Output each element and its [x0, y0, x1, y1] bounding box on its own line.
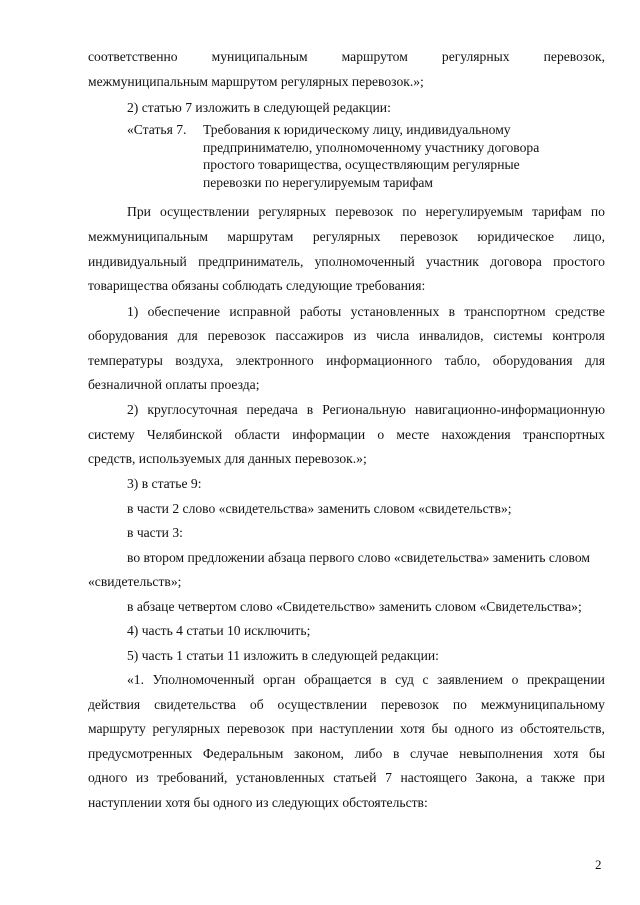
paragraph-line: во втором предложении абзаца первого слово «свидетельства» заменить словом	[127, 550, 590, 565]
word: для	[585, 353, 605, 368]
word: области	[234, 427, 280, 442]
word: по	[452, 697, 467, 712]
word: с	[422, 672, 429, 687]
word: контроля	[552, 328, 605, 343]
paragraph-line: в части 3:	[127, 525, 183, 540]
word: электронного	[235, 353, 314, 368]
word: оборудования	[88, 328, 168, 343]
word: а	[526, 770, 533, 785]
word: обращается	[304, 672, 372, 687]
word: регулярных	[258, 204, 327, 219]
word: настоящего	[400, 770, 467, 785]
word: передача	[246, 402, 298, 417]
word: об	[249, 697, 264, 712]
word: в	[380, 672, 387, 687]
paragraph-line	[88, 48, 605, 66]
paragraph-line	[88, 352, 605, 370]
word: при	[583, 770, 605, 785]
paragraph-line: товарищества обязаны соблюдать следующие требования:	[88, 278, 426, 293]
word: При	[127, 204, 151, 219]
word: по	[590, 204, 605, 219]
word: числа	[376, 328, 410, 343]
word: перевозок	[335, 204, 394, 219]
paragraph-line	[88, 253, 605, 271]
word: регулярных	[152, 721, 221, 736]
word: из	[353, 328, 367, 343]
word: Закона,	[475, 770, 518, 785]
word: исправной	[229, 304, 291, 319]
word: перевозок	[207, 328, 266, 343]
paragraph-line	[88, 745, 605, 763]
word: 2)	[127, 402, 139, 417]
word: простого	[553, 254, 605, 269]
word: осуществлении	[277, 697, 368, 712]
word: в	[306, 402, 314, 417]
word: установленных	[350, 304, 440, 319]
word: одного	[88, 770, 128, 785]
word: межмуниципальным	[88, 229, 208, 244]
word: юридическое	[477, 229, 554, 244]
word: инвалидов,	[419, 328, 484, 343]
word: требований,	[157, 770, 228, 785]
word: обеспечение	[147, 304, 221, 319]
paragraph-line: безналичной оплаты проезда;	[88, 377, 260, 392]
word: температуры	[88, 353, 163, 368]
word: месте	[396, 427, 430, 442]
paragraph-line: в части 2 слово «свидетельства» заменить словом «свидетельств»;	[127, 501, 512, 516]
word: одного	[454, 721, 494, 736]
paragraph-line	[88, 696, 605, 714]
word: законом,	[294, 746, 344, 761]
word: маршрутам	[227, 229, 294, 244]
word: перевозок,	[543, 49, 605, 64]
word: для	[177, 328, 198, 343]
word: системы	[493, 328, 543, 343]
word: из	[500, 721, 514, 736]
paragraph-line	[88, 228, 605, 246]
word: хотя	[553, 746, 579, 761]
word: статьей	[333, 770, 377, 785]
word: межмуниципальному	[480, 697, 605, 712]
word: пассажиров	[275, 328, 344, 343]
word: работы	[299, 304, 342, 319]
word: транспортном	[464, 304, 546, 319]
word: перевозок	[380, 697, 439, 712]
word: маршрутом	[341, 49, 408, 64]
word: регулярных	[312, 229, 381, 244]
paragraph-line: 3) в статье 9:	[127, 476, 202, 491]
paragraph-line	[88, 769, 605, 787]
paragraph-line	[88, 327, 605, 345]
word: нахождения	[441, 427, 511, 442]
word: невыполнения	[459, 746, 543, 761]
paragraph-line	[127, 203, 605, 221]
paragraph-line	[127, 401, 605, 419]
word: транспортных	[522, 427, 605, 442]
word: оборудования	[492, 353, 573, 368]
word: информации	[292, 427, 366, 442]
word: Федеральным	[202, 746, 284, 761]
paragraph-line: межмуниципальным маршрутом регулярных перевозок.»;	[88, 74, 424, 89]
article-label: «Статья 7.	[127, 122, 187, 137]
word: участник	[426, 254, 479, 269]
word: навигационно-информационную	[415, 402, 605, 417]
paragraph-line: 4) часть 4 статьи 10 исключить;	[127, 623, 311, 638]
paragraph-line: 5) часть 1 статьи 11 изложить в следующей редакции:	[127, 648, 439, 663]
word: систему	[88, 427, 135, 442]
word: установленных	[236, 770, 325, 785]
word: лицо,	[573, 229, 605, 244]
paragraph-line: 2) статью 7 изложить в следующей редакции:	[127, 100, 391, 115]
word: 7	[385, 770, 392, 785]
word: маршруту	[88, 721, 146, 736]
word: свидетельства	[154, 697, 236, 712]
word: воздуха,	[175, 353, 224, 368]
paragraph-line	[127, 303, 605, 321]
word: предприниматель,	[198, 254, 304, 269]
word: действия	[88, 697, 141, 712]
word: орган	[262, 672, 296, 687]
word: бы	[588, 746, 605, 761]
word: Челябинской	[146, 427, 223, 442]
word: табло,	[444, 353, 481, 368]
word: из	[136, 770, 149, 785]
word: бы	[431, 721, 448, 736]
word: средстве	[554, 304, 605, 319]
word: суд	[395, 672, 414, 687]
word: Уполномоченный	[152, 672, 255, 687]
word: 1)	[127, 304, 139, 319]
word: перевозок	[226, 721, 285, 736]
paragraph-line	[88, 720, 605, 738]
word: перевозок	[399, 229, 458, 244]
paragraph-line: в абзаце четвертом слово «Свидетельство» заменить словом «Свидетельства»;	[127, 599, 582, 614]
paragraph-line: наступлении хотя бы одного из следующих обстоятельств:	[88, 795, 428, 810]
word: соответственно	[88, 49, 178, 64]
word: случае	[410, 746, 449, 761]
word: тарифам	[532, 204, 582, 219]
word: информационного	[326, 353, 433, 368]
word: о	[377, 427, 385, 442]
word: индивидуальный	[88, 254, 187, 269]
page-number: 2	[595, 857, 602, 872]
paragraph-line	[127, 671, 605, 689]
word: «1.	[127, 672, 144, 687]
word: заявлением	[437, 672, 504, 687]
word: предусмотренных	[88, 746, 193, 761]
word: нерегулируемым	[425, 204, 524, 219]
paragraph-line: средств, используемых для данных перевозок.»;	[88, 451, 367, 466]
word: обстоятельств,	[519, 721, 605, 736]
paragraph-line	[88, 426, 605, 444]
word: осуществлении	[159, 204, 250, 219]
word: наступлении	[319, 721, 394, 736]
word: муниципальным	[211, 49, 308, 64]
word: также	[541, 770, 576, 785]
word: договора	[490, 254, 542, 269]
word: при	[291, 721, 313, 736]
word: Региональную	[322, 402, 406, 417]
word: в	[448, 304, 455, 319]
word: либо	[354, 746, 383, 761]
article-title: Требования к юридическому лицу, индивидуальному предпринимателю, уполномоченному участнику договора простого товарищества, осуществляющим регулярные перевозки по нерегулируемым тарифам	[203, 122, 540, 190]
word: регулярных	[441, 49, 510, 64]
paragraph-line: «свидетельств»;	[88, 574, 182, 589]
word: прекращении	[527, 672, 605, 687]
word: по	[402, 204, 417, 219]
word: круглосуточная	[147, 402, 238, 417]
word: уполномоченный	[314, 254, 415, 269]
word: о	[511, 672, 519, 687]
word: в	[392, 746, 400, 761]
word: хотя	[400, 721, 425, 736]
